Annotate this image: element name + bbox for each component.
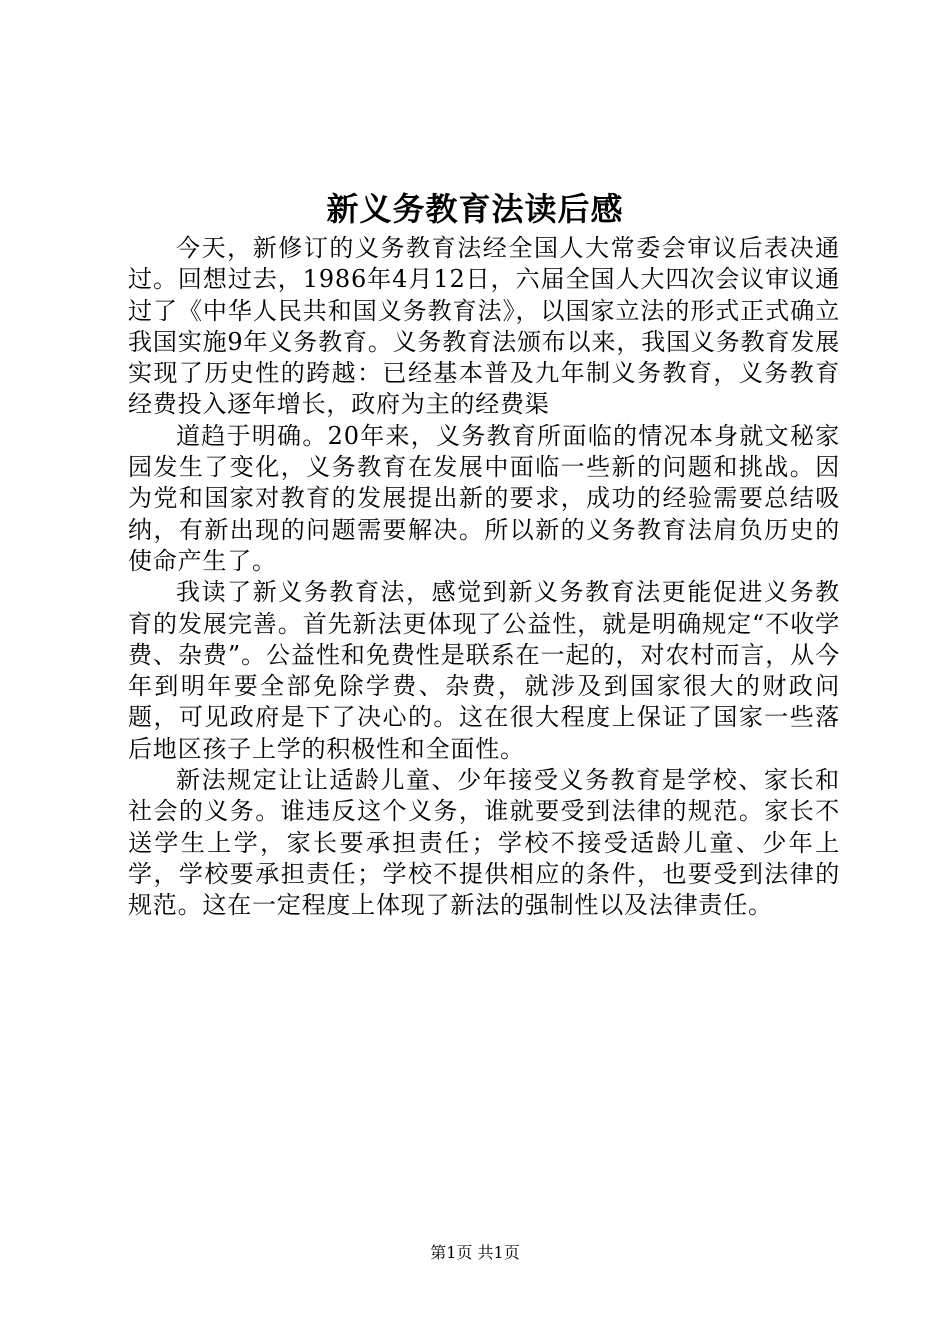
document-body <box>128 233 840 922</box>
paragraph-4: 新法规定让让适龄儿童、少年接受义务教育是学校、家长和社会的义务。谁违反这个义务，谁就要受到法律的规范。家长不送学生上学，家长要承担责任；学校不接受适龄儿童、少年上学，学校要承担责任；学校不提供相应的条件，也要受到法律的规范。这在一定程度上体现了新法的强制性以及法律责任。 <box>128 766 840 920</box>
paragraph-2: 道趋于明确。20年来，义务教育所面临的情况本身就文秘家园发生了变化，义务教育在发展中面临一些新的问题和挑战。因为党和国家对教育的发展提出新的要求，成功的经验需要总结吸纳，有新出现的问题需要解决。所以新的义务教育法肩负历史的使命产生了。 <box>128 421 840 575</box>
document-title: 新义务教育法读后感 <box>326 190 624 228</box>
paragraph-3: 我读了新义务教育法，感觉到新义务教育法更能促进义务教育的发展完善。首先新法更体现了公益性，就是明确规定“不收学费、杂费”。公益性和免费性是联系在一起的，对农村而言，从今年到明年要全部免除学费、杂费，就涉及到国家很大的财政问题，可见政府是下了决心的。这在很大程度上保证了国家一些落后地区孩子上学的积极性和全面性。 <box>128 578 840 763</box>
page-footer: 第1页 共1页 <box>430 1243 520 1262</box>
paragraph-1: 今天，新修订的义务教育法经全国人大常委会审议后表决通过。回想过去，1986年4月12日，六届全国人大四次会议审议通过了《中华人民共和国义务教育法》，以国家立法的形式正式确立我国实施9年义务教育。义务教育法颁布以来，我国义务教育发展实现了历史性的跨越：已经基本普及九年制义务教育，义务教育经费投入逐年增长，政府为主的经费渠 <box>128 234 840 419</box>
